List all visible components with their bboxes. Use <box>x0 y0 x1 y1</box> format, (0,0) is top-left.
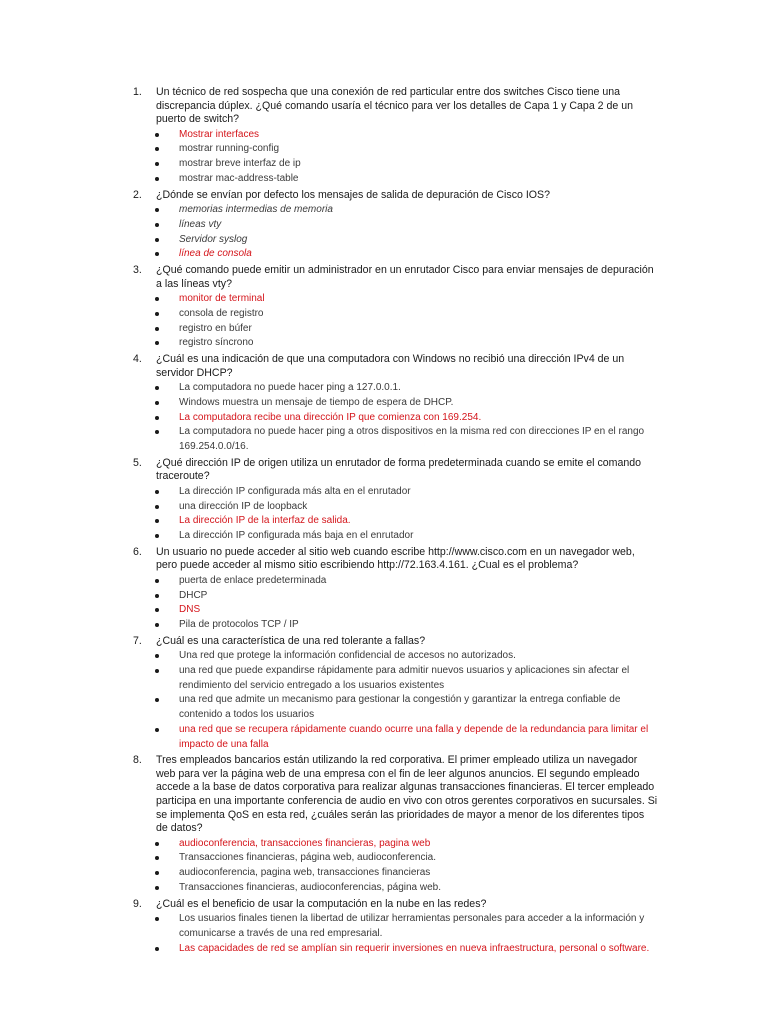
answer-option-correct <box>135 837 658 852</box>
question-text: ¿Cuál es una característica de una red tolerante a fallas? <box>156 634 426 647</box>
answer-options <box>135 837 658 896</box>
bullet-icon <box>155 505 159 509</box>
answer-options <box>135 381 658 455</box>
answer-option <box>135 851 658 866</box>
answer-option <box>135 574 658 589</box>
answer-options <box>135 128 658 187</box>
answer-option-text: línea de consola <box>179 248 252 260</box>
answer-option <box>135 664 658 693</box>
bullet-icon <box>155 519 159 523</box>
answer-options <box>135 485 658 544</box>
answer-option-text: Servidor syslog <box>179 233 248 245</box>
answer-option <box>135 172 658 187</box>
bullet-icon <box>155 594 159 598</box>
answer-option <box>135 866 658 881</box>
question-text: ¿Qué dirección IP de origen utiliza un enrutador de forma predeterminada cuando se emite el comando traceroute? <box>156 456 642 483</box>
question-2 <box>135 189 658 262</box>
bullet-icon <box>155 534 159 538</box>
answer-option-correct <box>135 292 658 307</box>
bullet-icon <box>155 654 159 658</box>
answer-option <box>135 381 658 396</box>
answer-option <box>135 233 658 248</box>
bullet-icon <box>155 871 159 875</box>
answer-options <box>135 574 658 633</box>
bullet-icon <box>155 147 159 151</box>
bullet-icon <box>155 252 159 256</box>
answer-option-text: registro en búfer <box>179 322 252 334</box>
question-number: 5. <box>133 456 142 469</box>
answer-option-correct <box>135 514 658 529</box>
bullet-icon <box>155 341 159 345</box>
answer-option-text: una red que puede expandirse rápidamente para admitir nuevos usuarios y aplicaciones sin afectar el rendimiento del servicio entregado a los usuarios existentes <box>179 665 630 691</box>
bullet-icon <box>155 728 159 732</box>
bullet-icon <box>155 327 159 331</box>
answer-option-text: La computadora no puede hacer ping a 127.0.0.1. <box>179 382 401 394</box>
answer-option-text: La computadora recibe una dirección IP que comienza con 169.254. <box>179 411 482 423</box>
question-text: Tres empleados bancarios están utilizando la red corporativa. El primer empleado utiliza un navegador web para ver la página web de una empresa con el fin de leer algunos anuncios. El segundo empleado accede a la base de datos corporativa para realizar algunas transacciones financieras. El tercer empleado participa en una importante conferencia de audio en vivo con otros gerentes corporativos en sucursales. Si se implementa QoS en esta red, ¿cuáles serán las prioridades de mayor a menor de los diferentes tipos de datos? <box>156 754 658 835</box>
answer-option-text: Los usuarios finales tienen la libertad de utilizar herramientas personales para acceder a la información y comunicarse a través de una red empresarial. <box>179 913 645 939</box>
answer-option <box>135 142 658 157</box>
question-number: 3. <box>133 264 142 276</box>
bullet-icon <box>155 386 159 390</box>
bullet-icon <box>155 208 159 212</box>
answer-option-text: una red que admite un mecanismo para gestionar la congestión y garantizar la entrega confiable de contenido a todos los usuarios <box>179 694 621 721</box>
question-number: 9. <box>133 897 142 910</box>
question-text: ¿Qué comando puede emitir un administrador en un enrutador Cisco para enviar mensajes de depuración a las líneas vty? <box>156 264 654 290</box>
answer-option <box>135 203 658 218</box>
bullet-icon <box>155 490 159 494</box>
question-number: 2. <box>133 188 142 201</box>
answer-option-text: líneas vty <box>179 218 222 230</box>
answer-option-text: La computadora no puede hacer ping a otros dispositivos en la misma red con direcciones IP en el rango 169.254.0.0/16. <box>179 426 645 452</box>
answer-option <box>135 618 658 633</box>
bullet-icon <box>155 430 159 434</box>
answer-option-text: La dirección IP de la interfaz de salida. <box>179 515 351 527</box>
answer-options <box>135 649 658 752</box>
answer-option-text: Las capacidades de red se amplían sin requerir inversiones en nueva infraestructura, personal o software. <box>179 942 650 954</box>
question-3 <box>135 264 658 351</box>
answer-option-text: Pila de protocolos TCP / IP <box>179 619 299 630</box>
bullet-icon <box>155 947 159 951</box>
answer-option-text: Una red que protege la información confidencial de accesos no autorizados. <box>179 650 516 662</box>
bullet-icon <box>155 312 159 316</box>
question-5 <box>135 457 658 544</box>
question-list <box>135 86 658 956</box>
question-text: Un usuario no puede acceder al sitio web cuando escribe http://www.cisco.com en un navegador web, pero puede acceder al mismo sitio escribiendo http://72.163.4.161. ¿Cual es el problema? <box>156 545 635 572</box>
answer-option <box>135 307 658 322</box>
answer-option-text: memorias intermedias de memoria <box>179 204 333 216</box>
answer-option-text: Transacciones financieras, audioconferencias, página web. <box>179 881 442 893</box>
answer-option-text: DNS <box>179 604 201 616</box>
bullet-icon <box>155 886 159 890</box>
answer-option <box>135 157 658 172</box>
question-1 <box>135 86 658 187</box>
question-number: 6. <box>133 545 142 558</box>
answer-option-correct <box>135 603 658 618</box>
answer-option-text: consola de registro <box>179 307 264 319</box>
answer-option-text: La dirección IP configurada más alta en el enrutador <box>179 485 411 497</box>
answer-option-text: registro síncrono <box>179 337 254 349</box>
question-number: 8. <box>133 754 142 767</box>
question-number: 4. <box>133 353 142 365</box>
bullet-icon <box>155 223 159 227</box>
answer-option <box>135 485 658 500</box>
bullet-icon <box>155 917 159 921</box>
answer-option-text: puerta de enlace predeterminada <box>179 574 327 586</box>
answer-option <box>135 218 658 233</box>
question-8 <box>135 754 658 895</box>
answer-option-correct <box>135 723 658 752</box>
answer-options <box>135 912 658 956</box>
answer-option-text: Transacciones financieras, página web, audioconferencia. <box>179 852 437 864</box>
bullet-icon <box>155 608 159 612</box>
bullet-icon <box>155 856 159 860</box>
bullet-icon <box>155 162 159 166</box>
answer-option-text: mostrar mac-address-table <box>179 172 299 184</box>
answer-option <box>135 589 658 604</box>
answer-option <box>135 529 658 544</box>
answer-option-text: Mostrar interfaces <box>179 128 260 140</box>
answer-option-text: audioconferencia, transacciones financieras, pagina web <box>179 837 431 849</box>
answer-option <box>135 322 658 337</box>
answer-option <box>135 649 658 664</box>
answer-option-text: Windows muestra un mensaje de tiempo de espera de DHCP. <box>179 396 454 408</box>
answer-option-text: una red que se recupera rápidamente cuando ocurre una falla y depende de la redundancia para limitar el impacto de una falla <box>179 723 649 750</box>
bullet-icon <box>155 297 159 301</box>
answer-option <box>135 693 658 722</box>
answer-option <box>135 881 658 896</box>
answer-option-correct <box>135 128 658 143</box>
answer-option-text: mostrar running-config <box>179 143 280 155</box>
bullet-icon <box>155 579 159 583</box>
answer-option-text: audioconferencia, pagina web, transacciones financieras <box>179 867 431 879</box>
answer-option <box>135 425 658 454</box>
question-text: ¿Dónde se envían por defecto los mensajes de salida de depuración de Cisco IOS? <box>156 188 550 201</box>
answer-option-correct <box>135 411 658 426</box>
question-number: 1. <box>133 86 142 98</box>
answer-option <box>135 912 658 941</box>
answer-option-text: mostrar breve interfaz de ip <box>179 158 301 170</box>
bullet-icon <box>155 177 159 181</box>
question-text: ¿Cuál es una indicación de que una computadora con Windows no recibió una dirección IPv4 de un servidor DHCP? <box>156 353 625 379</box>
question-7 <box>135 635 658 753</box>
answer-options <box>135 203 658 262</box>
question-number: 7. <box>133 634 142 647</box>
bullet-icon <box>155 842 159 846</box>
answer-option-text: La dirección IP configurada más baja en el enrutador <box>179 530 414 541</box>
answer-option <box>135 336 658 351</box>
bullet-icon <box>155 669 159 673</box>
bullet-icon <box>155 623 159 627</box>
answer-option-correct <box>135 247 658 262</box>
bullet-icon <box>155 238 159 242</box>
question-text: ¿Cuál es el beneficio de usar la computación en la nube en las redes? <box>156 897 487 910</box>
answer-option <box>135 396 658 411</box>
bullet-icon <box>155 133 159 137</box>
question-text: Un técnico de red sospecha que una conexión de red particular entre dos switches Cisco tiene una discrepancia dúplex. ¿Qué comando usaría el técnico para ver los detalles de Capa 1 y Capa 2 de un puerto de switch? <box>156 86 634 126</box>
bullet-icon <box>155 416 159 420</box>
answer-option-text: monitor de terminal <box>179 293 265 305</box>
bullet-icon <box>155 698 159 702</box>
answer-option-correct <box>135 942 658 957</box>
question-9 <box>135 898 658 957</box>
question-4 <box>135 353 658 455</box>
answer-option <box>135 500 658 515</box>
answer-options <box>135 292 658 351</box>
answer-option-text: DHCP <box>179 589 208 601</box>
answer-option-text: una dirección IP de loopback <box>179 500 308 512</box>
question-6 <box>135 546 658 633</box>
bullet-icon <box>155 401 159 405</box>
